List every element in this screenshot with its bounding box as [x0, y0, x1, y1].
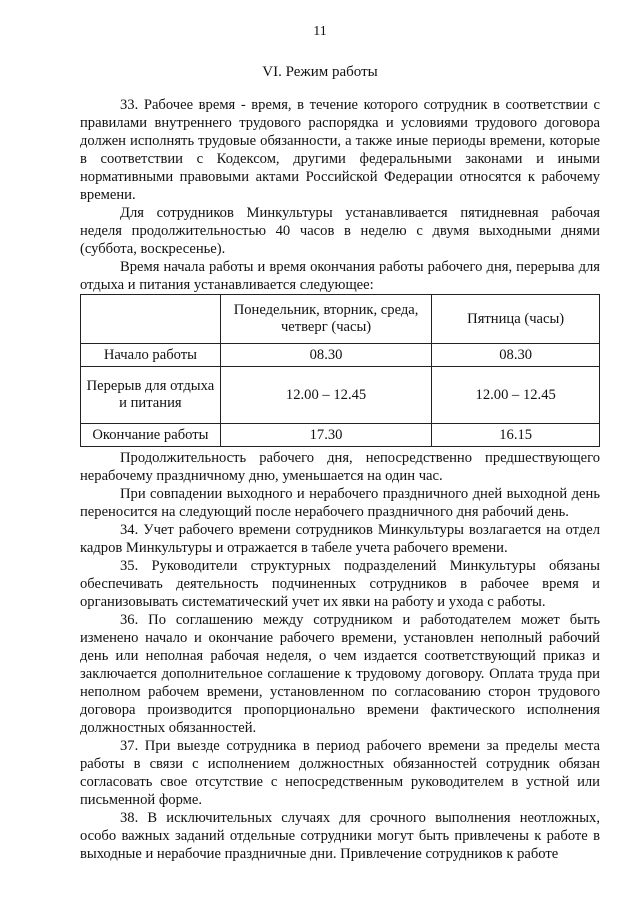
table-header-friday: Пятница (часы) [432, 295, 600, 344]
table-row-label: Окончание работы [81, 424, 221, 447]
section-title: VI. Режим работы [262, 64, 378, 80]
table-cell: 12.00 – 12.45 [220, 367, 432, 424]
table-row [81, 367, 600, 424]
table-cell: 08.30 [432, 344, 600, 367]
paragraph-workweek: Для сотрудников Минкультуры устанавливается пятидневная рабочая неделя продолжительностью 40 часов в неделю с двумя выходными днями (суббота, воскресенье). [80, 205, 600, 257]
table-cell: 16.15 [432, 424, 600, 447]
paragraph-dayoff-transfer: При совпадении выходного и нерабочего праздничного дней выходной день переносится на следующий после нерабочего праздничного дня рабочий день. [80, 486, 600, 520]
table-row-label: Начало работы [81, 344, 221, 367]
paragraph-schedule-intro: Время начала работы и время окончания работы рабочего дня, перерыва для отдыха и питания устанавливается следующее: [80, 259, 600, 293]
paragraph-35: 35. Руководители структурных подразделений Минкультуры обязаны обеспечивать деятельность подчиненных сотрудников в рабочее время и организовывать систематический учет их явки на работу и ухода с работы. [80, 558, 600, 610]
document-body [80, 96, 600, 863]
table-row [81, 344, 600, 367]
table-cell: 17.30 [220, 424, 432, 447]
page-number: 11 [313, 24, 327, 39]
work-schedule-table [80, 294, 600, 447]
table-cell: 08.30 [220, 344, 432, 367]
table-header-row [81, 295, 600, 344]
table-header-empty [81, 295, 221, 344]
paragraph-37: 37. При выезде сотрудника в период рабочего времени за пределы места работы в связи с исполнением должностных обязанностей сотрудник обязан согласовать свое отсутствие с непосредственным руководителем в устной или письменной форме. [80, 738, 600, 808]
paragraph-33: 33. Рабочее время - время, в течение которого сотрудник в соответствии с правилами внутреннего трудового распорядка и условиями трудового договора должен исполнять трудовые обязанности, а также иные периоды времени, которые в соответствии с Кодексом, другими федеральными законами и иными нормативными правовыми актами Российской Федерации относятся к рабочему времени. [80, 97, 600, 203]
paragraph-38: 38. В исключительных случаях для срочного выполнения неотложных, особо важных заданий отдельные сотрудники могут быть привлечены к работе в выходные и нерабочие праздничные дни. Привлечение сотрудников к работе [80, 810, 600, 862]
table-cell: 12.00 – 12.45 [432, 367, 600, 424]
table-header-mon-thu: Понедельник, вторник, среда, четверг (часы) [220, 295, 432, 344]
table-row [81, 424, 600, 447]
paragraph-36: 36. По соглашению между сотрудником и работодателем может быть изменено начало и окончание рабочего времени, установлен неполный рабочий день или неполная рабочая неделя, о чем издается соответствующий приказ и заключается дополнительное соглашение к трудовому договору. Оплата труда при неполном рабочем времени, установленном по согласованию сторон трудового договора производится пропорционально времени фактического исполнения должностных обязанностей. [80, 612, 600, 736]
paragraph-34: 34. Учет рабочего времени сотрудников Минкультуры возлагается на отдел кадров Минкультуры и отражается в табеле учета рабочего времени. [80, 522, 600, 556]
paragraph-preholiday: Продолжительность рабочего дня, непосредственно предшествующего нерабочему праздничному дню, уменьшается на один час. [80, 450, 600, 484]
table-row-label: Перерыв для отдыха и питания [81, 367, 221, 424]
